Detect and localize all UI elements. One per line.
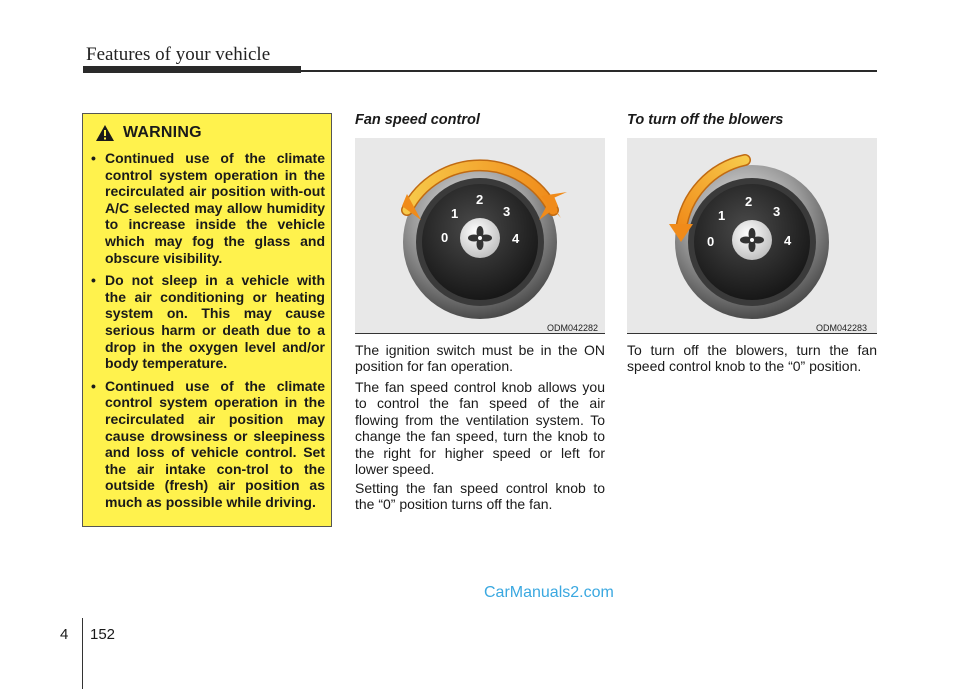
blowers-off-figure — [627, 138, 877, 333]
fan-speed-paragraph: Setting the fan speed control knob to the “0” position turns off the fan. — [355, 480, 605, 513]
bullet-icon: • — [91, 377, 96, 394]
fan-speed-title: Fan speed control — [355, 112, 480, 128]
bullet-icon: • — [91, 150, 96, 166]
warning-item — [91, 378, 325, 511]
knob-label-0: 0 — [707, 234, 715, 249]
knob-label-1: 1 — [718, 208, 726, 223]
warning-triangle-icon — [95, 124, 115, 142]
blowers-figure-rule — [627, 333, 877, 334]
bullet-icon: • — [91, 272, 96, 289]
footer-page-number: 152 — [90, 626, 116, 643]
fan-figure-rule — [355, 333, 605, 334]
fan-speed-paragraph: The ignition switch must be in the ON position for fan operation. — [355, 342, 605, 375]
fan-figure-code: ODM042282 — [547, 323, 599, 333]
warning-item-text: Continued use of the climate control system operation in the recirculated air position may cause drowsiness or sleepiness and loss of vehicle control. Set the air intake con-trol to the outside (fresh) air position as much as possible while driving. — [105, 377, 325, 510]
knob-label-4: 4 — [784, 233, 792, 248]
knob-label-3: 3 — [773, 204, 781, 219]
fan-knob-illustration — [355, 138, 605, 333]
header-rule-thick — [83, 66, 301, 73]
blowers-off-paragraph: To turn off the blowers, turn the fan speed control knob to the “0” position. — [627, 342, 877, 375]
watermark-link[interactable]: CarManuals2.com — [484, 584, 614, 601]
header-title: Features of your vehicle — [86, 44, 271, 65]
footer-divider — [82, 618, 83, 689]
warning-title: WARNING — [123, 124, 202, 141]
warning-item-text: Continued use of the climate control system operation in the recirculated air position with-out A/C selected may allow humidity to increase inside the vehicle which may fog the glass and obscure visibility. — [105, 150, 325, 266]
fan-speed-figure — [355, 138, 605, 333]
knob-label-4: 4 — [512, 231, 520, 246]
knob-label-3: 3 — [503, 204, 511, 219]
warning-item — [91, 150, 325, 266]
warning-item-text: Do not sleep in a vehicle with the air conditioning or heating system on. This may cause serious harm or death due to a drop in the oxygen level and/or body temperature. — [105, 272, 325, 372]
warning-item — [91, 272, 325, 372]
header-rule-thin — [301, 70, 877, 72]
warning-header — [95, 122, 202, 144]
blowers-figure-code: ODM042283 — [816, 323, 868, 333]
fan-knob-off-illustration — [627, 138, 877, 333]
footer-section-number: 4 — [60, 626, 69, 643]
warning-list — [91, 150, 325, 516]
knob-label-0: 0 — [441, 230, 449, 245]
fan-speed-paragraph: The fan speed control knob allows you to control the fan speed of the air flowing from the ventilation system. To change the fan speed, turn the knob to the right for higher speed or left for lower speed. — [355, 379, 605, 478]
warning-box — [82, 113, 332, 527]
knob-label-2: 2 — [745, 194, 753, 209]
knob-label-1: 1 — [451, 206, 459, 221]
knob-label-2: 2 — [476, 192, 484, 207]
blowers-off-title: To turn off the blowers — [627, 112, 784, 128]
